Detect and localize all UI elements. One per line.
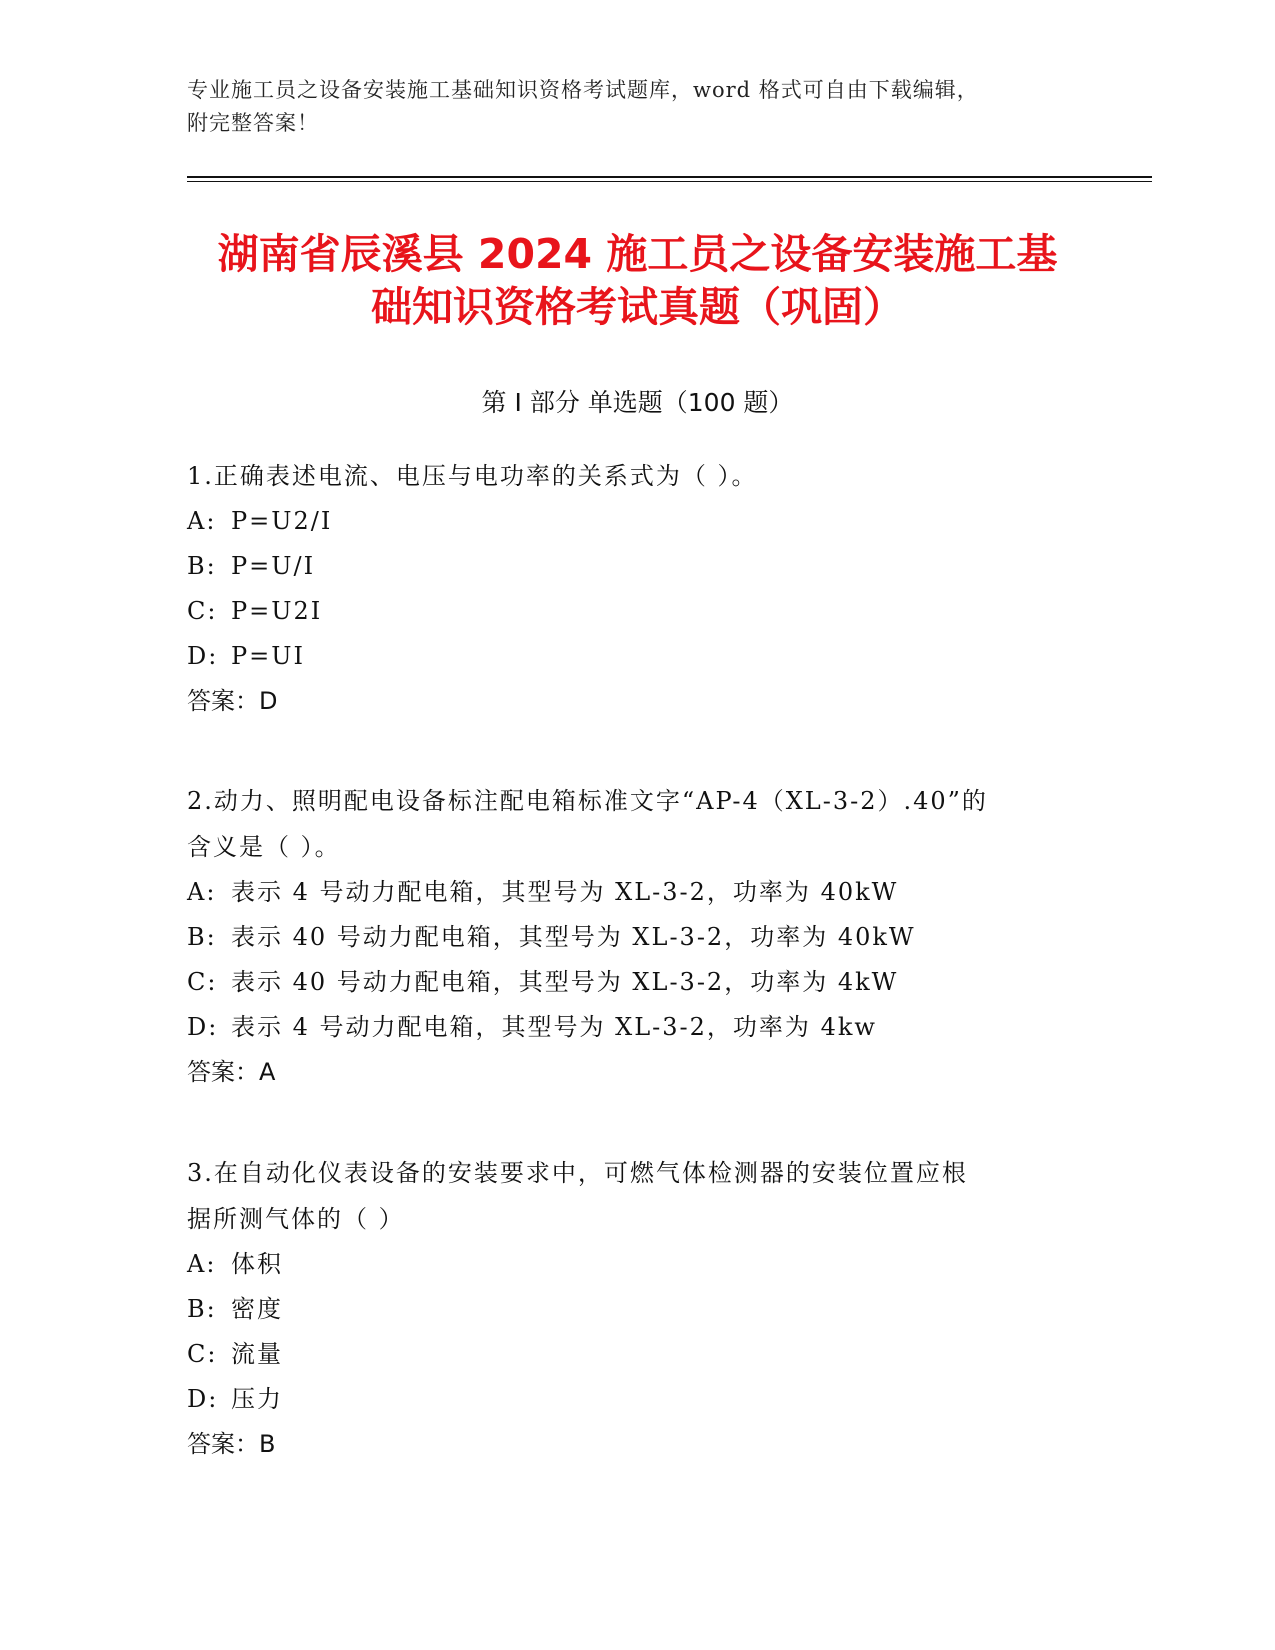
question-stem: 3.在自动化仪表设备的安装要求中，可燃气体检测器的安装位置应根 [187,1159,968,1187]
option-a [187,1242,1087,1287]
option-key: A: [187,507,217,535]
option-text: 密度 [231,1295,283,1323]
option-text: 体积 [231,1250,283,1278]
option-key: C: [187,968,218,996]
intro-text [187,74,1087,140]
option-text: P=UI [231,642,305,670]
answer: 答案：A [187,1058,276,1086]
option-text: P=U2/I [231,507,333,535]
intro-line: 专业施工员之设备安装施工基础知识资格考试题库，word 格式可自由下载编辑， [187,78,979,102]
option-b [187,915,1087,960]
question-stem: 含义是（ ）。 [187,833,341,861]
question-1 [187,453,1087,724]
question-stem: 据所测气体的（ ） [187,1205,405,1233]
option-c [187,589,1087,634]
option-key: B: [187,1295,217,1323]
option-key: D: [187,1385,219,1413]
option-d [187,634,1087,679]
document-title [150,228,1125,334]
question-stem: 2.动力、照明配电设备标注配电箱标准文字“AP-4（XL-3-2）.40”的 [187,787,988,815]
header-divider-thick [187,176,1152,178]
title-line: 湖南省辰溪县 2024 施工员之设备安装施工基 [217,230,1058,278]
option-a [187,870,1087,915]
answer: 答案：B [187,1430,276,1458]
option-key: D: [187,1013,219,1041]
option-key: B: [187,552,217,580]
question-3 [187,1150,1087,1467]
section-heading: 第 I 部分 单选题（100 题） [481,388,794,417]
option-b [187,1287,1087,1332]
intro-line: 附完整答案！ [187,111,319,135]
option-key: A: [187,1250,217,1278]
option-text: 压力 [231,1385,283,1413]
option-key: B: [187,923,217,951]
option-d [187,1005,1087,1050]
header-divider-thin [187,181,1152,182]
option-c [187,1332,1087,1377]
option-text: 流量 [231,1340,283,1368]
question-2 [187,778,1087,1095]
option-text: 表示 4 号动力配电箱，其型号为 XL-3-2，功率为 40kW [231,878,899,906]
option-key: D: [187,642,219,670]
option-text: 表示 40 号动力配电箱，其型号为 XL-3-2，功率为 40kW [231,923,916,951]
option-text: P=U2I [231,597,323,625]
option-text: P=U/I [231,552,316,580]
option-b [187,544,1087,589]
option-d [187,1377,1087,1422]
question-stem: 1.正确表述电流、电压与电功率的关系式为（ ）。 [187,462,758,490]
option-key: A: [187,878,217,906]
title-line: 础知识资格考试真题（巩固） [371,283,904,331]
option-key: C: [187,1340,218,1368]
option-a [187,499,1087,544]
option-text: 表示 40 号动力配电箱，其型号为 XL-3-2，功率为 4kW [231,968,899,996]
answer: 答案：D [187,687,278,715]
option-text: 表示 4 号动力配电箱，其型号为 XL-3-2，功率为 4kw [231,1013,877,1041]
option-key: C: [187,597,218,625]
option-c [187,960,1087,1005]
